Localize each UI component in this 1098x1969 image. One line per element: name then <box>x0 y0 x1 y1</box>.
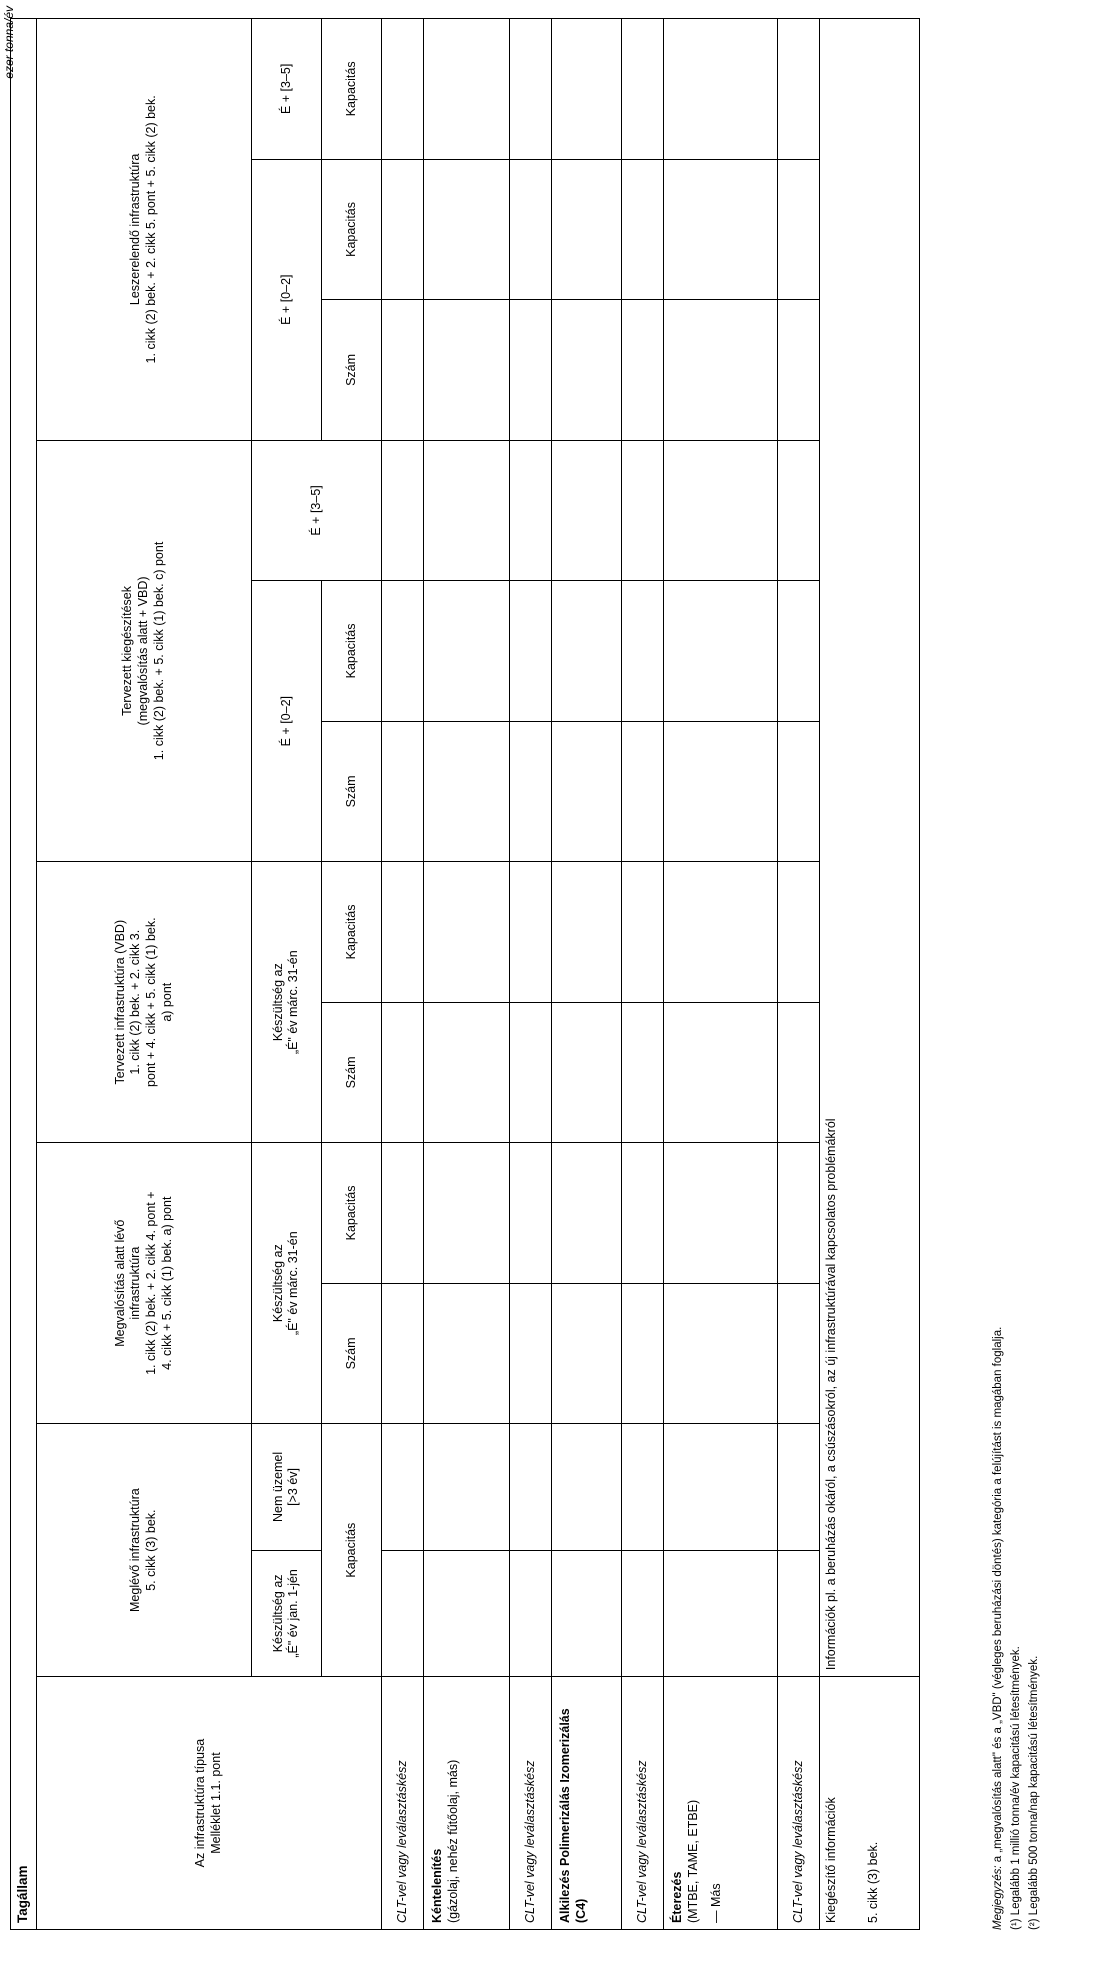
footnote-2: (²) Legalább 500 tonna/nap kapacitású létesítmények. <box>1027 1655 1040 1930</box>
existing-readiness-header: Készültség az „É" év jan. 1-jén <box>251 1550 321 1676</box>
decommission-range2-header: É + [3–5] <box>251 19 321 160</box>
szam-header: Szám <box>321 721 381 862</box>
under-construction-header: Megvalósítás alatt lévő infrastruktúra 1. cikk (2) bek. + 2. cikk 4. pont + 4. cikk + 5. cikk (1) bek. a) pont <box>36 1143 251 1424</box>
row-label-desulfurization: Kéntelenítés (gázolaj, nehéz fűtőolaj, más) <box>423 1677 509 1930</box>
planned-vbd-readiness-header: Készültség az „É" év márc. 31-én <box>251 862 321 1143</box>
extra-info-label: Kiegészítő információk 5. cikk (3) bek. <box>819 1677 919 1930</box>
unit-label: ezer tonna/év <box>2 6 16 79</box>
row-label-clt: CLT-vel vagy leválasztáskész <box>381 1677 423 1930</box>
kapacitas-header: Kapacitás <box>321 19 381 160</box>
under-construction-readiness-header: Készültség az „É" év márc. 31-én <box>251 1143 321 1424</box>
note-line: Megjegyzés: a „megvalósítás alatt" és a „VBD" (végleges beruházási döntés) kategória a felújítást is magában foglalja. <box>992 1326 1004 1930</box>
existing-not-operating-header: Nem üzemel [>3 év] <box>251 1424 321 1550</box>
footnote-1: (¹) Legalább 1 millió tonna/év kapacitású létesítmények. <box>1009 1646 1022 1930</box>
row-label-clt: CLT-vel vagy leválasztáskész <box>509 1677 551 1930</box>
kapacitas-header: Kapacitás <box>321 862 381 1003</box>
kapacitas-header: Kapacitás <box>321 581 381 722</box>
extra-info-text: Információk pl. a beruházás okáról, a csúszásokról, az új infrastruktúrával kapcsolatos problémákról <box>819 19 919 1677</box>
szam-header: Szám <box>321 1002 381 1143</box>
kapacitas-header: Kapacitás <box>321 159 381 300</box>
row-label-clt: CLT-vel vagy leválasztáskész <box>777 1677 819 1930</box>
infrastructure-table <box>10 18 920 1930</box>
planned-ext-range1-header: É + [0–2] <box>251 581 321 862</box>
kapacitas-header: Kapacitás <box>321 1143 381 1284</box>
decommission-range1-header: É + [0–2] <box>251 159 321 440</box>
row-label-etherification: Éterezés (MTBE, TAME, ETBE) — Más <box>663 1677 777 1930</box>
existing-header: Meglévő infrastruktúra 5. cikk (3) bek. <box>36 1424 251 1677</box>
decommission-header: Leszerelendő infrastruktúra 1. cikk (2) bek. + 2. cikk 5. pont + 5. cikk (2) bek. <box>36 19 251 441</box>
row-label-clt: CLT-vel vagy leválasztáskész <box>621 1677 663 1930</box>
szam-header: Szám <box>321 300 381 441</box>
notes <box>990 1327 1043 1930</box>
type-column-header: Az infrastruktúra típusa Melléklet 1.1. pont <box>36 1677 381 1930</box>
row-label-alkylation: Alkilezés Polimerizálás Izomerizálás (C4) <box>551 1677 621 1930</box>
kapacitas-header: Kapacitás <box>321 1424 381 1677</box>
planned-vbd-header: Tervezett infrastruktúra (VBD) 1. cikk (2) bek. + 2. cikk 3. pont + 4. cikk + 5. cikk (1) bek. a) pont <box>36 862 251 1143</box>
planned-ext-range2-header: É + [3–5] <box>251 440 381 581</box>
state-label: Tagállam <box>11 19 37 1930</box>
szam-header: Szám <box>321 1283 381 1424</box>
planned-extensions-header: Tervezett kiegészítések (megvalósítás alatt + VBD) 1. cikk (2) bek. + 5. cikk (1) bek. c) pont <box>36 440 251 862</box>
